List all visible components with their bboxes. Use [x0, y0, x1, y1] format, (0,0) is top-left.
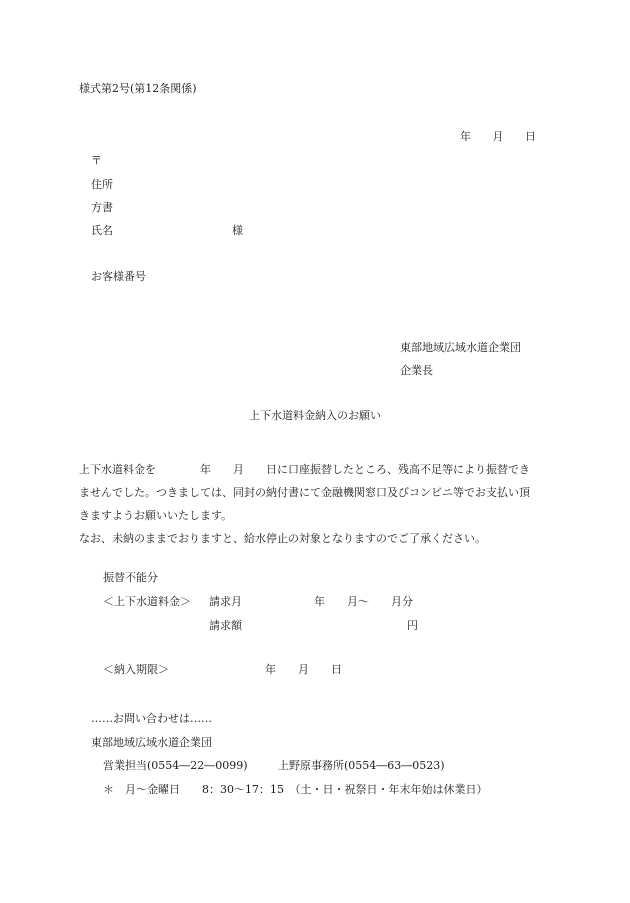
address-sub-label: 方書: [91, 201, 113, 214]
date-year-label: 年: [460, 130, 471, 143]
currency-yen: 円: [407, 619, 418, 632]
billing-month-value: 年 月～ 月分: [314, 595, 413, 608]
ueno-office-contact: 上野原事務所(0554―63―0523): [278, 759, 445, 772]
sender-organization: 東部地域広域水道企業団: [400, 341, 521, 354]
body-paragraph-1: 上下水道料金を 年 月 日に口座振替したところ、残高不足等により振替できませんでした。つきましては、同封の納付書にて金融機関窓口及びコンビニ等でお支払い頂きますようお願いいたします。: [79, 463, 530, 522]
issue-date: [460, 131, 536, 142]
honorific: 様: [232, 224, 243, 237]
date-day-label: 日: [525, 130, 536, 143]
billing-amount-label: 請求額: [209, 619, 242, 632]
address-label: 住所: [91, 178, 113, 191]
name-label: 氏名: [91, 224, 113, 237]
deadline-label: ＜納入期限＞: [103, 663, 169, 676]
customer-number-label: お客様番号: [91, 270, 146, 283]
sales-office-contact: 営業担当(0554―22―0099): [103, 759, 248, 772]
date-month-label: 月: [492, 130, 504, 143]
contact-organization: 東部地域広域水道企業団: [91, 736, 212, 749]
notice-body: [66, 458, 540, 550]
failed-transfer-label: 振替不能分: [103, 571, 158, 584]
postal-mark: 〒: [91, 154, 102, 167]
deadline-value: 年 月 日: [265, 663, 342, 676]
charges-label: ＜上下水道料金＞: [103, 595, 191, 608]
billing-month-label: 請求月: [209, 595, 242, 608]
business-hours: ＊ 月～金曜日 8：30～17：15 （土・日・祝祭日・年末年始は休業日）: [103, 783, 488, 796]
sender-title: 企業長: [400, 364, 433, 377]
body-paragraph-2: なお、未納のままでおりますと、給水停止の対象となりますのでご了承ください。: [79, 532, 486, 545]
inquiry-label: ……お問い合わせは……: [91, 712, 212, 725]
document-heading: 上下水道料金納入のお願い: [249, 409, 381, 422]
form-id: 様式第2号(第12条関係): [79, 82, 197, 95]
